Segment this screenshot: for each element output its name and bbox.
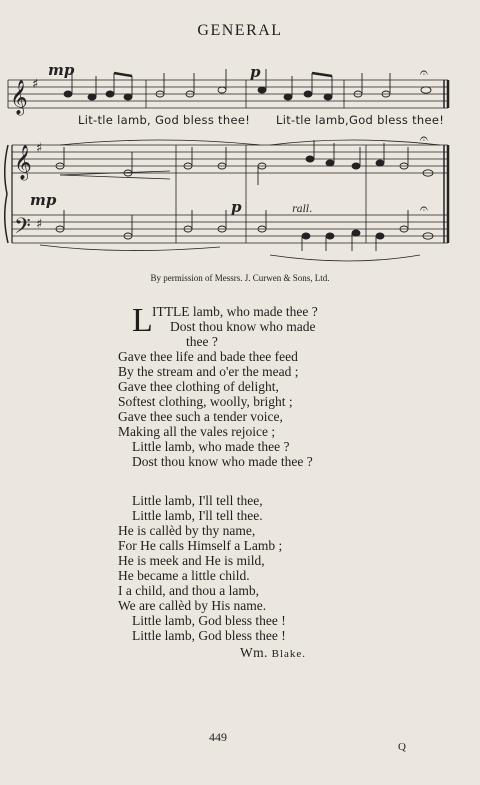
dynamic-mp-1: mp <box>48 61 75 79</box>
stanza2-line5: He is meek and He is mild, <box>118 553 265 568</box>
svg-text:𝄢: 𝄢 <box>14 214 31 244</box>
stanza1-line5: By the stream and o'er the mead ; <box>118 364 299 379</box>
dynamic-mp-2: mp <box>30 191 57 209</box>
stanza1-line9: Making all the vales rejoice ; <box>118 424 276 439</box>
page-title: GENERAL <box>197 22 283 39</box>
stanza2-line7: I a child, and thou a lamb, <box>118 583 259 598</box>
author-first: Wm. <box>240 645 268 660</box>
stanza1-line11: Dost thou know who made thee ? <box>132 454 313 469</box>
stanza1-line3: thee ? <box>186 334 218 349</box>
dynamic-p-2: p <box>231 198 242 216</box>
music-score <box>0 55 480 270</box>
svg-text:♯: ♯ <box>36 141 43 156</box>
lyrics-left: Lit-tle lamb, God bless thee! <box>78 113 251 127</box>
svg-text:𝄞: 𝄞 <box>10 80 28 115</box>
stanza2-line8: We are callèd by His name. <box>118 598 267 613</box>
page-number: 449 <box>209 730 227 744</box>
stanza2-line2: Little lamb, I'll tell thee. <box>132 508 263 523</box>
author-last: Blake. <box>271 648 307 660</box>
svg-text:𝄞: 𝄞 <box>14 145 32 180</box>
author-signature <box>240 645 306 661</box>
stanza1-line7: Softest clothing, woolly, bright ; <box>118 394 293 409</box>
stanza2-line10: Little lamb, God bless thee ! <box>132 628 286 643</box>
svg-text:𝄐: 𝄐 <box>420 201 428 217</box>
lyrics-right: Lit-tle lamb,God bless thee! <box>276 113 445 127</box>
stanza2-line6: He became a little child. <box>118 568 250 583</box>
stanza2-line4: For He calls Himself a Lamb ; <box>118 538 283 553</box>
dynamic-p-1: p <box>250 63 261 81</box>
tempo-mark: rall. <box>292 204 313 215</box>
drop-cap: L <box>132 302 153 339</box>
permission-credit: By permission of Messrs. J. Curwen & Sons, Ltd. <box>150 273 330 283</box>
svg-text:𝄐: 𝄐 <box>420 65 428 81</box>
stanza1-line6: Gave thee clothing of delight, <box>118 379 279 394</box>
svg-text:𝄐: 𝄐 <box>420 131 428 147</box>
stanza2-line1: Little lamb, I'll tell thee, <box>132 493 263 508</box>
stanza1-line4: Gave thee life and bade thee feed <box>118 349 298 364</box>
svg-text:♯: ♯ <box>32 77 39 92</box>
stanza1-line1: ITTLE lamb, who made thee ? <box>152 304 318 319</box>
signature-mark: Q <box>398 741 406 753</box>
stanza1-line10: Little lamb, who made thee ? <box>132 439 290 454</box>
stanza2-line3: He is callèd by thy name, <box>118 523 256 538</box>
stanza1-line2: Dost thou know who made <box>170 319 316 334</box>
stanza2-line9: Little lamb, God bless thee ! <box>132 613 286 628</box>
svg-text:♯: ♯ <box>36 217 43 232</box>
stanza1-line8: Gave thee such a tender voice, <box>118 409 283 424</box>
